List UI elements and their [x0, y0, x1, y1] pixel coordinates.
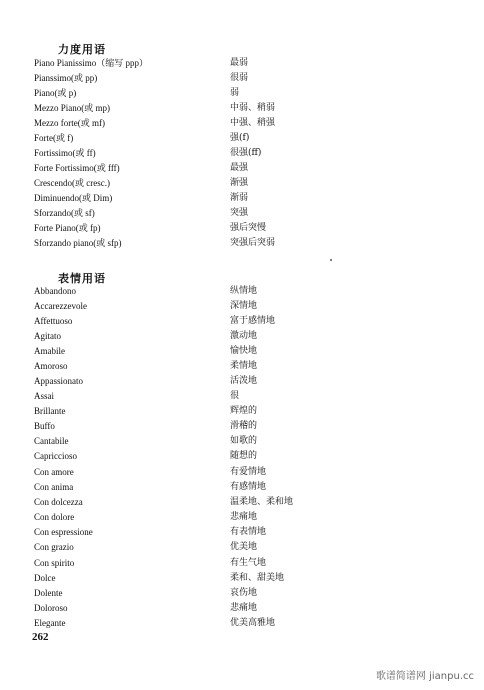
term-text: Crescendo(或 cresc.) [34, 178, 110, 188]
meaning-text: 突强 [230, 208, 249, 218]
term-text: Amabile [34, 346, 65, 356]
term-text: Dolente [34, 588, 63, 598]
list-item [0, 237, 484, 251]
term-text: Doloroso [34, 603, 68, 613]
meaning-text: 有感情地 [230, 482, 267, 492]
term-text: Mezzo Piano(或 mp) [34, 103, 110, 113]
list-item [0, 192, 484, 206]
section-title-expression: 表情用语 [58, 272, 106, 285]
list-item [0, 345, 484, 359]
meaning-text: 纵情地 [230, 286, 258, 296]
term-text: Pianssimo(或 pp) [34, 73, 98, 83]
list-item [0, 102, 484, 116]
meaning-text: 哀伤地 [230, 588, 258, 598]
list-item [0, 315, 484, 329]
list-item [0, 162, 484, 176]
list-item [0, 177, 484, 191]
meaning-text: 愉快地 [230, 346, 258, 356]
list-item [0, 526, 484, 540]
term-text: Con dolcezza [34, 497, 83, 507]
meaning-text: 柔情地 [230, 361, 258, 371]
term-text: Con spirito [34, 558, 75, 568]
meaning-text: 辉煌的 [230, 406, 258, 416]
term-text: Piano Pianissimo（缩写 ppp） [34, 58, 149, 68]
decorative-dot [330, 259, 332, 261]
meaning-text: 有生气地 [230, 558, 267, 568]
term-text: Con grazio [34, 542, 74, 552]
term-text: Forte(或 f) [34, 133, 74, 143]
list-item [0, 330, 484, 344]
term-text: Capriccioso [34, 451, 77, 461]
list-item [0, 147, 484, 161]
term-text: Elegante [34, 618, 66, 628]
term-text: Con anima [34, 482, 74, 492]
term-text: Assai [34, 391, 54, 401]
meaning-text: 富于感情地 [230, 316, 276, 326]
meaning-text: 活泼地 [230, 376, 258, 386]
list-item [0, 360, 484, 374]
list-item [0, 557, 484, 571]
meaning-text: 最弱 [230, 58, 249, 68]
page-number: 262 [32, 631, 49, 643]
list-item [0, 617, 484, 631]
list-item [0, 72, 484, 86]
list-item [0, 132, 484, 146]
list-item [0, 405, 484, 419]
meaning-text: 如歌的 [230, 436, 258, 446]
meaning-text: 有表情地 [230, 527, 267, 537]
list-item [0, 222, 484, 236]
meaning-text: 随想的 [230, 451, 258, 461]
meaning-text: 强(f) [230, 133, 250, 143]
term-text: Agitato [34, 331, 61, 341]
list-item [0, 481, 484, 495]
list-item [0, 541, 484, 555]
list-item [0, 602, 484, 616]
meaning-text: 中强、稍强 [230, 118, 276, 128]
term-text: Amoroso [34, 361, 68, 371]
list-item [0, 300, 484, 314]
term-text: Forte Piano(或 fp) [34, 223, 101, 233]
term-text: Con espressione [34, 527, 93, 537]
meaning-text: 优美高雅地 [230, 618, 276, 628]
meaning-text: 激动地 [230, 331, 258, 341]
meaning-text: 深情地 [230, 301, 258, 311]
term-text: Accarezzevole [34, 301, 87, 311]
list-item [0, 466, 484, 480]
list-item [0, 390, 484, 404]
term-text: Brillante [34, 406, 66, 416]
meaning-text: 悲痛地 [230, 603, 258, 613]
list-item [0, 572, 484, 586]
meaning-text: 突强后突弱 [230, 238, 276, 248]
meaning-text: 优美地 [230, 542, 258, 552]
meaning-text: 弱 [230, 88, 240, 98]
term-text: Appassionato [34, 376, 83, 386]
term-text: Sforzando(或 sf) [34, 208, 95, 218]
meaning-text: 滑稽的 [230, 421, 258, 431]
meaning-text: 温柔地、柔和地 [230, 497, 294, 507]
meaning-text: 悲痛地 [230, 512, 258, 522]
term-text: Con amore [34, 467, 74, 477]
term-text: Mezzo forte(或 mf) [34, 118, 105, 128]
meaning-text: 渐强 [230, 178, 249, 188]
section-title-dynamics: 力度用语 [58, 43, 106, 56]
list-item [0, 117, 484, 131]
meaning-text: 柔和、甜美地 [230, 573, 285, 583]
list-item [0, 57, 484, 71]
term-text: Fortissimo(或 ff) [34, 148, 96, 158]
term-text: Abbandono [34, 286, 76, 296]
list-item [0, 285, 484, 299]
term-text: Affettuoso [34, 316, 73, 326]
meaning-text: 很 [230, 391, 240, 401]
term-text: Diminuendo(或 Dim) [34, 193, 113, 203]
term-text: Piano(或 p) [34, 88, 77, 98]
meaning-text: 中弱、稍弱 [230, 103, 276, 113]
list-item [0, 207, 484, 221]
term-text: Sforzando piano(或 sfp) [34, 238, 122, 248]
list-item [0, 435, 484, 449]
list-item [0, 450, 484, 464]
list-item [0, 375, 484, 389]
list-item [0, 87, 484, 101]
watermark-text: 歌谱简谱网 jianpu.cc [375, 671, 474, 682]
term-text: Dolce [34, 573, 56, 583]
list-item [0, 587, 484, 601]
list-item [0, 511, 484, 525]
meaning-text: 有爱情地 [230, 467, 267, 477]
term-text: Cantabile [34, 436, 69, 446]
list-item [0, 496, 484, 510]
meaning-text: 最强 [230, 163, 249, 173]
term-text: Forte Fortissimo(或 fff) [34, 163, 120, 173]
term-text: Con dolore [34, 512, 75, 522]
meaning-text: 强后突慢 [230, 223, 267, 233]
meaning-text: 渐弱 [230, 193, 249, 203]
meaning-text: 很强(ff) [230, 148, 262, 158]
meaning-text: 很弱 [230, 73, 249, 83]
term-text: Buffo [34, 421, 55, 431]
list-item [0, 420, 484, 434]
